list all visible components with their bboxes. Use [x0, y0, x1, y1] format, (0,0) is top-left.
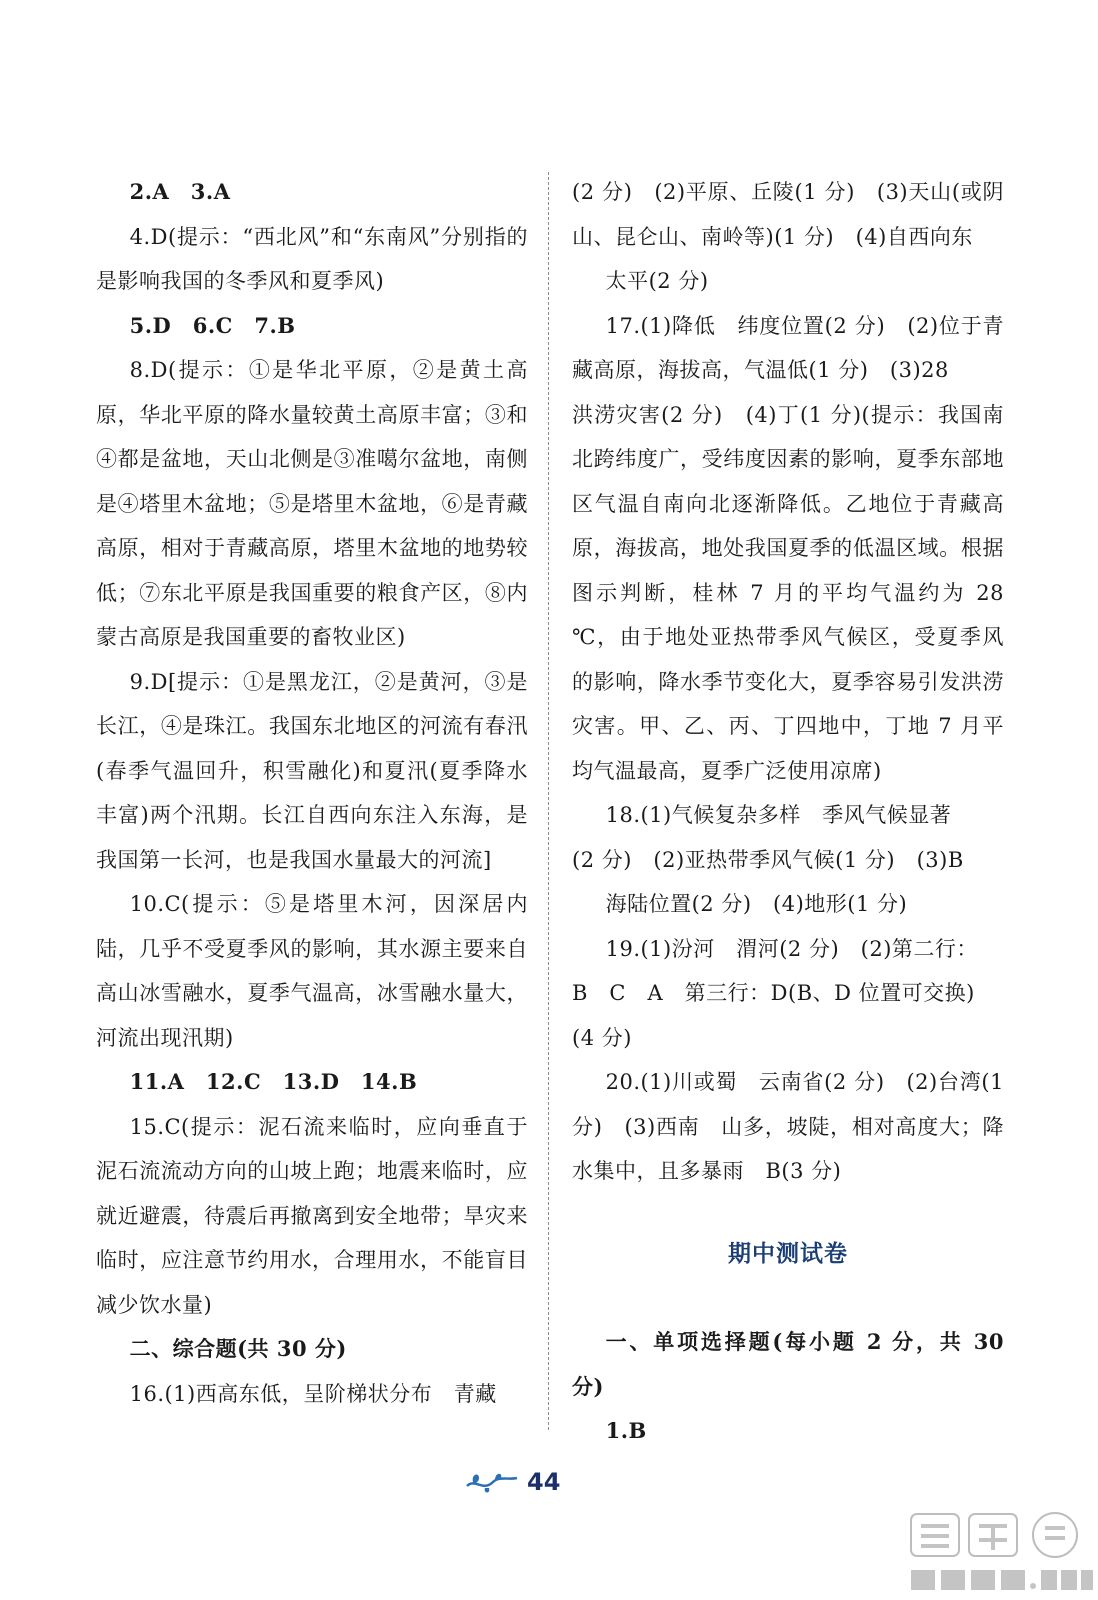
answer-15: 15.C(提示：泥石流来临时，应向垂直于泥石流流动方向的山坡上跑；地震来临时，应就近避震，待震后再撤离到安全地带；旱灾来临时，应注意节约用水，合理用水，不能盲目减少饮水量)	[96, 1114, 528, 1317]
answer-19: 19.(1)汾河 渭河(2 分) (2)第二行：	[605, 936, 978, 961]
left-column	[96, 170, 528, 1416]
section-heading-comprehensive: 二、综合题(共 30 分)	[129, 1336, 347, 1361]
page-number: 44	[527, 1468, 561, 1496]
answer-17-cont: 洪涝灾害(2 分) (4)丁(1 分)(提示：我国南北跨纬度广，受纬度因素的影响，夏季东部地区气温自南向北逐渐降低。乙地位于青藏高原，海拔高，地处我国夏季的低温区域。根据图示判断，桂林 7 月的平均气温约为 28 ℃，由于地处亚热带季风气候区，受夏季风的影响，降水季节变化大，夏季容易引发洪涝灾害。甲、乙、丙、丁四地中，丁地 7 月平均气温最高，夏季广泛使用凉席)	[572, 402, 1004, 783]
answer-16-cont: (2 分) (2)平原、丘陵(1 分) (3)天山(或阴山、昆仑山、南岭等)(1 分) (4)自西向东	[572, 180, 1004, 249]
right-column	[572, 170, 1004, 1454]
section-subheading: 一、单项选择题(每小题 2 分，共 30 分)	[572, 1329, 1004, 1399]
answer-19-end: (4 分)	[572, 1025, 632, 1050]
answer-19-cont: B C A 第三行：D(B、D 位置可交换)	[572, 981, 975, 1005]
watermark-logo	[905, 1508, 1095, 1596]
answer-8: 8.D(提示：①是华北平原，②是黄土高原，华北平原的降水量较黄土高原丰富；③和④都是盆地，天山北侧是③准噶尔盆地，南侧是④塔里木盆地；⑤是塔里木盆地，⑥是青藏高原，相对于青藏高原，塔里木盆地的地势较低；⑦东北平原是我国重要的粮食产区，⑧内蒙古高原是我国重要的畜牧业区)	[96, 358, 528, 649]
answer-20: 20.(1)川或蜀 云南省(2 分) (2)台湾(1 分) (3)西南 山多，坡陡，相对高度大；降水集中，且多暴雨 B(3 分)	[572, 1070, 1004, 1183]
answer-18: 18.(1)气候复杂多样 季风气候显著	[605, 803, 952, 827]
answer-5-7: 5.D 6.C 7.B	[129, 312, 296, 338]
answer-2-3: 2.A 3.A	[129, 179, 231, 204]
flower-decoration-icon	[465, 1468, 519, 1496]
answer-10: 10.C(提示：⑤是塔里木河，因深居内陆，几乎不受夏季风的影响，其水源主要来自高山冰雪融水，夏季气温高，冰雪融水量大，河流出现汛期)	[96, 892, 528, 1050]
answer-17: 17.(1)降低 纬度位置(2 分) (2)位于青藏高原，海拔高，气温低(1 分) (3)28	[572, 313, 1004, 382]
answer-11-14: 11.A 12.C 13.D 14.B	[129, 1069, 418, 1094]
answer-18-cont: (2 分) (2)亚热带季风气候(1 分) (3)B	[572, 847, 964, 872]
answer-16-start: 16.(1)西高东低，呈阶梯状分布 青藏	[129, 1381, 497, 1406]
answer-9: 9.D[提示：①是黑龙江，②是黄河，③是长江，④是珠江。我国东北地区的河流有春汛(春季气温回升，积雪融化)和夏汛(夏季降水丰富)两个汛期。长江自西向东注入东海，是我国第一长河，也是我国水量最大的河流]	[96, 669, 528, 872]
answer-16-end: 太平(2 分)	[605, 269, 709, 293]
page-footer	[465, 1460, 560, 1504]
section-title: 期中测试卷	[728, 1239, 848, 1267]
column-divider	[548, 172, 549, 1430]
answer-18-end: 海陆位置(2 分) (4)地形(1 分)	[605, 892, 908, 916]
answer-1: 1.B	[605, 1418, 647, 1443]
answer-4: 4.D(提示：“西北风”和“东南风”分别指的是影响我国的冬季风和夏季风)	[96, 224, 528, 293]
